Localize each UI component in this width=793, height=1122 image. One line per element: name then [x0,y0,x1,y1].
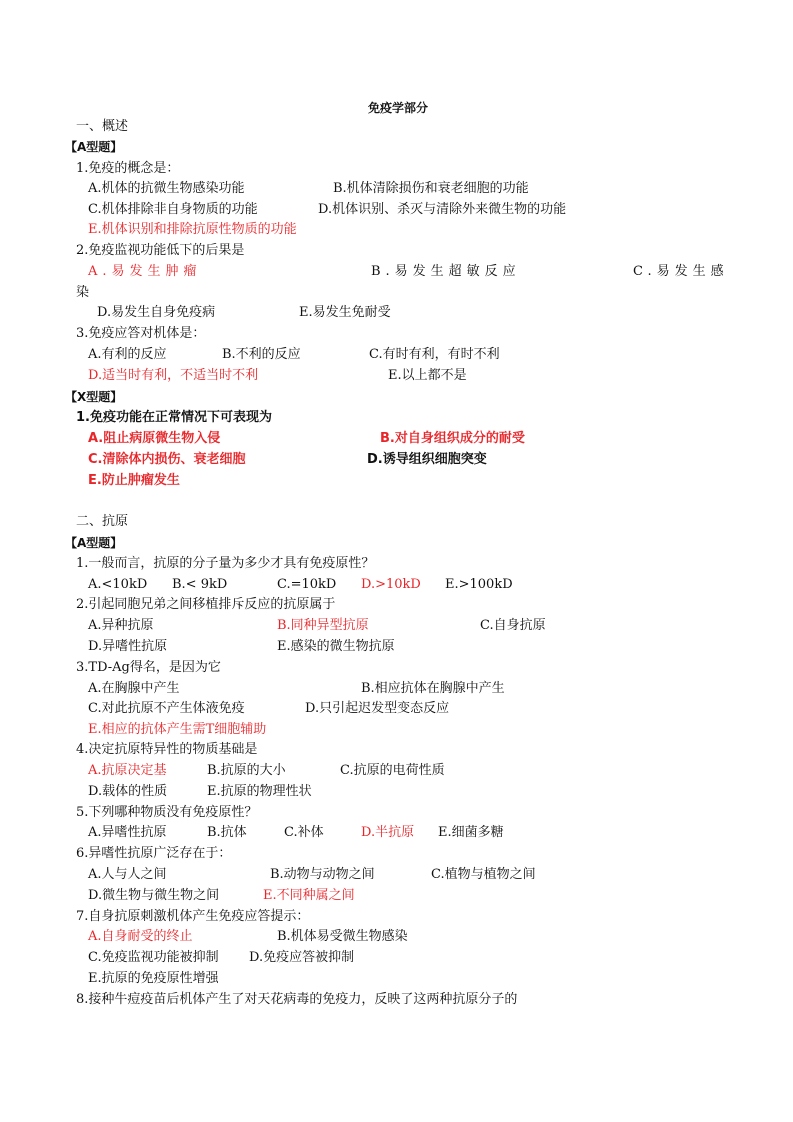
option-d: D.微生物与微生物之间 [88,888,220,903]
question-type-tag: 【A型题】 [65,536,123,550]
section-heading: 二、抗原 [76,514,129,529]
option-d-answer: D.适当时有利，不适当时不利 [88,368,259,383]
option-e: E.抗原的物理性状 [207,784,312,799]
question-stem: 8.接种牛痘疫苗后机体产生了对天花病毒的免疫力，反映了这两种抗原分子的 [76,992,518,1007]
option-a-answer: A.自身耐受的终止 [88,929,193,944]
option-a-answer: A.抗原决定基 [88,763,167,778]
question-type-tag: 【A型题】 [65,140,123,154]
option-b: B.抗体 [207,825,247,840]
option-c: C.免疫监视功能被抑制 [88,950,219,965]
option-b-answer: B.对自身组织成分的耐受 [380,431,525,446]
option-e: E.细菌多糖 [438,825,504,840]
option-e: E.抗原的免疫原性增强 [88,971,219,986]
question-stem: 1.免疫的概念是： [76,161,180,176]
page-title: 免疫学部分 [368,101,429,115]
option-d: D.只引起迟发型变态反应 [305,701,450,716]
question-stem: 4.决定抗原特异性的物质基础是 [76,742,258,757]
option-a: A.异种抗原 [88,618,154,633]
question-stem: 3.TD-Ag得名，是因为它 [76,660,221,675]
option-d-answer: D.半抗原 [361,825,415,840]
option-e-answer: E.不同种属之间 [263,888,355,903]
option-b: B.相应抗体在胸腺中产生 [361,681,505,696]
option-b: B.易发生超敏反应 [371,264,521,279]
option-c: C.补体 [284,825,324,840]
question-stem: 2.免疫监视功能低下的后果是 [76,243,245,258]
option-e: E.以上都不是 [388,368,467,383]
option-b: B.机体清除损伤和衰老细胞的功能 [333,181,529,196]
option-d: D.免疫应答被抑制 [249,950,355,965]
option-c-continued: 染 [76,285,90,300]
question-stem: 2.引起同胞兄弟之间移植排斥反应的抗原属于 [76,597,336,612]
option-b: B.动物与动物之间 [270,867,375,882]
option-c-answer: C.清除体内损伤、衰老细胞 [88,452,246,467]
option-e-answer: E.防止肿瘤发生 [88,473,180,488]
option-d-answer: D.>10kD [361,577,421,592]
option-c: C.自身抗原 [480,618,546,633]
option-b: B.不利的反应 [222,347,301,362]
option-a: A.人与人之间 [88,867,167,882]
option-e: E.>100kD [445,577,513,592]
option-a: A.异嗜性抗原 [88,825,167,840]
option-a: A.有利的反应 [88,347,167,362]
option-d: D.易发生自身免疫病 [97,305,216,320]
option-d: D.异嗜性抗原 [88,639,168,654]
option-a: A.<10kD [88,577,148,592]
option-e: E.易发生免耐受 [299,305,391,320]
option-c: C.抗原的电荷性质 [340,763,445,778]
question-stem: 1.免疫功能在正常情况下可表现为 [76,410,272,425]
option-b-answer: B.同种异型抗原 [277,618,369,633]
option-d: D.机体识别、杀灭与清除外来微生物的功能 [318,202,567,217]
option-c: C.=10kD [277,577,337,592]
option-d: D.诱导组织细胞突变 [367,452,487,467]
question-stem: 1.一般而言，抗原的分子量为多少才具有免疫原性？ [76,556,375,571]
question-type-tag: 【X型题】 [65,390,123,404]
option-a: A.在胸腺中产生 [88,681,180,696]
option-c: C.易发生感 [633,264,729,279]
option-e-answer: E.机体识别和排除抗原性物质的功能 [88,222,297,237]
option-b: B.机体易受微生物感染 [277,929,408,944]
option-e-answer: E.相应的抗体产生需T细胞辅助 [88,722,267,737]
option-d: D.载体的性质 [88,784,168,799]
option-e: E.感染的微生物抗原 [277,639,395,654]
option-a-answer: A.易发生肿瘤 [88,264,202,279]
section-heading: 一、概述 [76,119,129,134]
option-a: A.机体的抗微生物感染功能 [88,181,245,196]
option-c: C.植物与植物之间 [431,867,536,882]
question-stem: 6.异嗜性抗原广泛存在于： [76,846,232,861]
question-stem: 7.自身抗原刺激机体产生免疫应答提示： [76,909,310,924]
question-stem: 5.下列哪种物质没有免疫原性？ [76,805,258,820]
option-a-answer: A.阻止病原微生物入侵 [88,431,221,446]
question-stem: 3.免疫应答对机体是： [76,326,206,341]
option-c: C.有时有利，有时不利 [369,347,500,362]
option-c: C.对此抗原不产生体液免疫 [88,701,245,716]
option-b: B.< 9kD [172,577,228,592]
option-b: B.抗原的大小 [207,763,286,778]
option-c: C.机体排除非自身物质的功能 [88,202,258,217]
